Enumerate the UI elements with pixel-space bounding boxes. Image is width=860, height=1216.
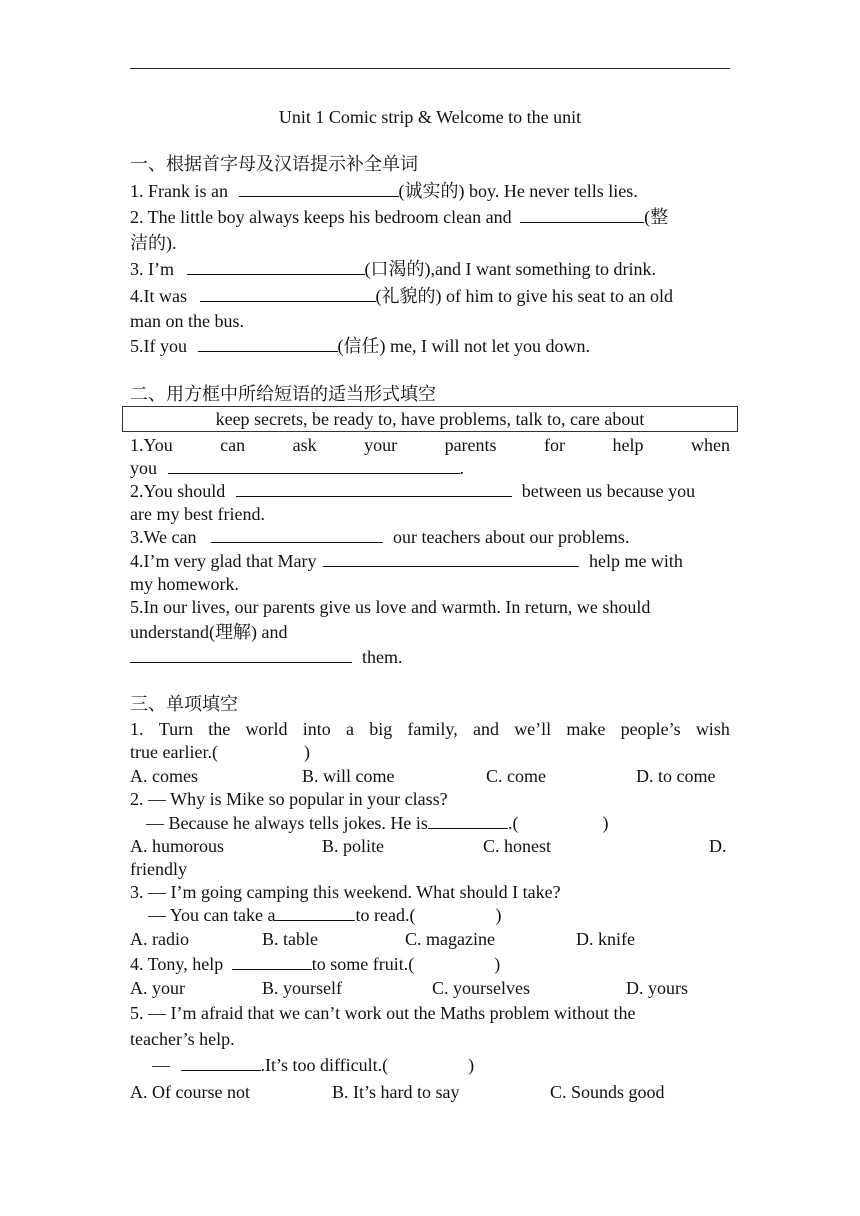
answer-blank[interactable] <box>200 285 376 302</box>
section-1-heading: 一、根据首字母及汉语提示补全单词 <box>130 154 418 174</box>
s3-question-2: 2. — Why is Mike so popular in your class? <box>130 789 448 809</box>
s3-question-5-cont: teacher’s help. <box>130 1029 235 1049</box>
section-2-heading: 二、用方框中所给短语的适当形式填空 <box>130 384 436 404</box>
answer-blank[interactable] <box>428 812 508 829</box>
answer-blank[interactable] <box>232 953 312 970</box>
phrase-box: keep secrets, be ready to, have problems, talk to, care about <box>122 406 738 432</box>
s2-question-1-cont: you . <box>130 458 464 478</box>
s3-q2-option-d[interactable]: D. <box>709 836 727 856</box>
s3-q5-option-c[interactable]: C. Sounds good <box>550 1082 665 1102</box>
answer-blank[interactable] <box>239 180 399 197</box>
s2-question-2-cont: are my best friend. <box>130 504 265 524</box>
s1-question-5: 5.If you (信任) me, I will not let you down. <box>130 336 590 356</box>
s3-q3-option-d[interactable]: D. knife <box>576 929 635 949</box>
s3-q3-option-b[interactable]: B. table <box>262 929 318 949</box>
s3-q4-option-c[interactable]: C. yourselves <box>432 978 530 998</box>
answer-blank[interactable] <box>168 457 460 474</box>
s2-question-5-cont: understand(理解) and <box>130 622 288 642</box>
s1-question-2-cont: 洁的). <box>130 233 177 253</box>
s3-q3-option-c[interactable]: C. magazine <box>405 929 495 949</box>
s3-question-4: 4. Tony, help to some fruit.( ) <box>130 954 501 974</box>
s2-question-4: 4.I’m very glad that Mary help me with <box>130 551 683 571</box>
answer-blank[interactable] <box>236 480 512 497</box>
s3-q2-option-d-text: friendly <box>130 859 187 879</box>
s1-question-4: 4.It was (礼貌的) of him to give his seat to an old <box>130 286 673 306</box>
s3-q5-option-a[interactable]: A. Of course not <box>130 1082 250 1102</box>
s2-question-2: 2.You should between us because you <box>130 481 696 501</box>
s3-question-5: 5. — I’m afraid that we can’t work out the Maths problem without the <box>130 1003 636 1023</box>
s2-question-4-cont: my homework. <box>130 574 239 594</box>
section-3-heading: 三、单项填空 <box>130 694 238 714</box>
s3-q4-option-b[interactable]: B. yourself <box>262 978 342 998</box>
s3-q2-option-a[interactable]: A. humorous <box>130 836 224 856</box>
s3-question-1-cont: true earlier.( ) <box>130 742 310 762</box>
s2-question-1: 1.You can ask your parents for help when <box>130 435 730 455</box>
s3-q3-option-a[interactable]: A. radio <box>130 929 189 949</box>
s3-q1-option-c[interactable]: C. come <box>486 766 546 786</box>
answer-blank[interactable] <box>181 1054 261 1071</box>
answer-blank[interactable] <box>130 646 352 663</box>
s3-question-2-answer: — Because he always tells jokes. He is .( ) <box>146 813 609 833</box>
s3-q2-option-c[interactable]: C. honest <box>483 836 552 856</box>
s2-question-5-cont2: them. <box>130 646 403 668</box>
s3-question-3: 3. — I’m going camping this weekend. What should I take? <box>130 882 561 902</box>
answer-blank[interactable] <box>198 335 338 352</box>
s3-q2-option-b[interactable]: B. polite <box>322 836 384 856</box>
s1-question-2: 2. The little boy always keeps his bedroom clean and (整 <box>130 207 669 227</box>
s3-q5-option-b[interactable]: B. It’s hard to say <box>332 1082 460 1102</box>
answer-blank[interactable] <box>275 904 355 921</box>
s3-question-1: 1. Turn the world into a big family, and we’ll make people’s wish <box>130 719 730 739</box>
s2-question-3: 3.We can our teachers about our problems. <box>130 527 630 547</box>
s2-question-5: 5.In our lives, our parents give us love and warmth. In return, we should <box>130 597 651 617</box>
answer-blank[interactable] <box>323 550 579 567</box>
s1-question-3: 3. I’m (口渴的),and I want something to drink. <box>130 259 656 279</box>
s3-question-5-answer: — .It’s too difficult.( ) <box>152 1055 475 1075</box>
s1-question-1: 1. Frank is an (诚实的) boy. He never tells lies. <box>130 181 638 201</box>
answer-blank[interactable] <box>520 206 644 223</box>
s3-q1-option-a[interactable]: A. comes <box>130 766 198 786</box>
s3-question-3-answer: — You can take a to read.( ) <box>148 905 502 925</box>
s3-q1-option-b[interactable]: B. will come <box>302 766 395 786</box>
answer-blank[interactable] <box>187 258 365 275</box>
answer-blank[interactable] <box>211 526 383 543</box>
s3-q4-option-d[interactable]: D. yours <box>626 978 688 998</box>
s1-question-4-cont: man on the bus. <box>130 311 244 331</box>
s3-q4-option-a[interactable]: A. your <box>130 978 185 998</box>
top-rule <box>130 68 730 69</box>
s3-q1-option-d[interactable]: D. to come <box>636 766 716 786</box>
page-title: Unit 1 Comic strip & Welcome to the unit <box>278 107 582 127</box>
